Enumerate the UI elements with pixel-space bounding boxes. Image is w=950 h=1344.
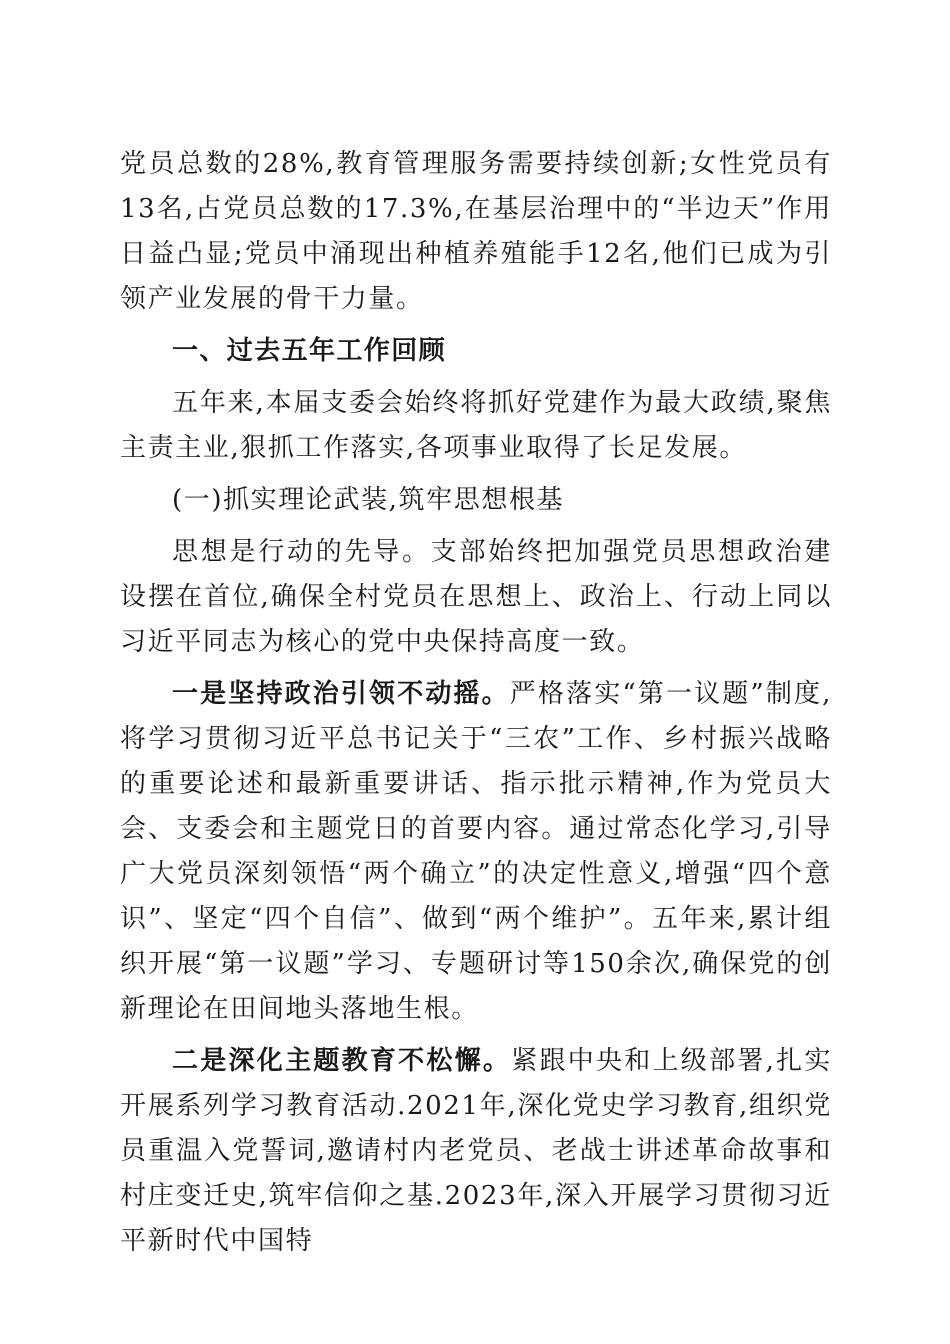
paragraph-theme-education xyxy=(120,1039,832,1264)
paragraph-theory-intro: 思想是行动的先导。支部始终把加强党员思想政治建设摆在首位,确保全村党员在思想上、政治上、行动上同以习近平同志为核心的党中央保持高度一致。 xyxy=(120,537,832,657)
paragraph-political-leadership xyxy=(120,672,832,1032)
body-theme-education: 紧跟中央和上级部署,扎实开展系列学习教育活动.2021年,深化党史学习教育,组织党员重温入党誓词,邀请村内老党员、老战士讲述革命故事和村庄变迁史,筑牢信仰之基.2023年,深入开展学习贯彻习近平新时代中国特 xyxy=(120,1046,832,1256)
paragraph-review-intro: 五年来,本届支委会始终将抓好党建作为最大政绩,聚焦主责主业,狠抓工作落实,各项事业取得了长足发展。 xyxy=(120,388,832,463)
lead-sentence-theme-education: 二是深化主题教育不松懈。 xyxy=(172,1046,512,1076)
section-heading-review: 一、过去五年工作回顾 xyxy=(172,336,447,366)
body-political-leadership: 严格落实“第一议题”制度,将学习贯彻习近平总书记关于“三农”工作、乡村振兴战略的重要论述和最新重要讲话、指示批示精神,作为党员大会、支委会和主题党日的首要内容。通过常态化学习,引导广大党员深刻领悟“两个确立”的决定性意义,增强“四个意识”、坚定“四个自信”、做到“两个维护”。五年来,累计组织开展“第一议题”学习、专题研讨等150余次,确保党的创新理论在田间地头落地生根。 xyxy=(120,679,833,1024)
subsection-heading-theory: (一)抓实理论武装,筑牢思想根基 xyxy=(172,485,565,515)
document-body xyxy=(120,142,832,1264)
lead-sentence-political-leadership: 一是坚持政治引领不动摇。 xyxy=(172,679,510,709)
paragraph-continuation: 党员总数的28%,教育管理服务需要持续创新;女性党员有13名,占党员总数的17.3%,在基层治理中的“半边天”作用日益凸显;党员中涌现出种植养殖能手12名,他们已成为引领产业发展的骨干力量。 xyxy=(120,149,832,314)
